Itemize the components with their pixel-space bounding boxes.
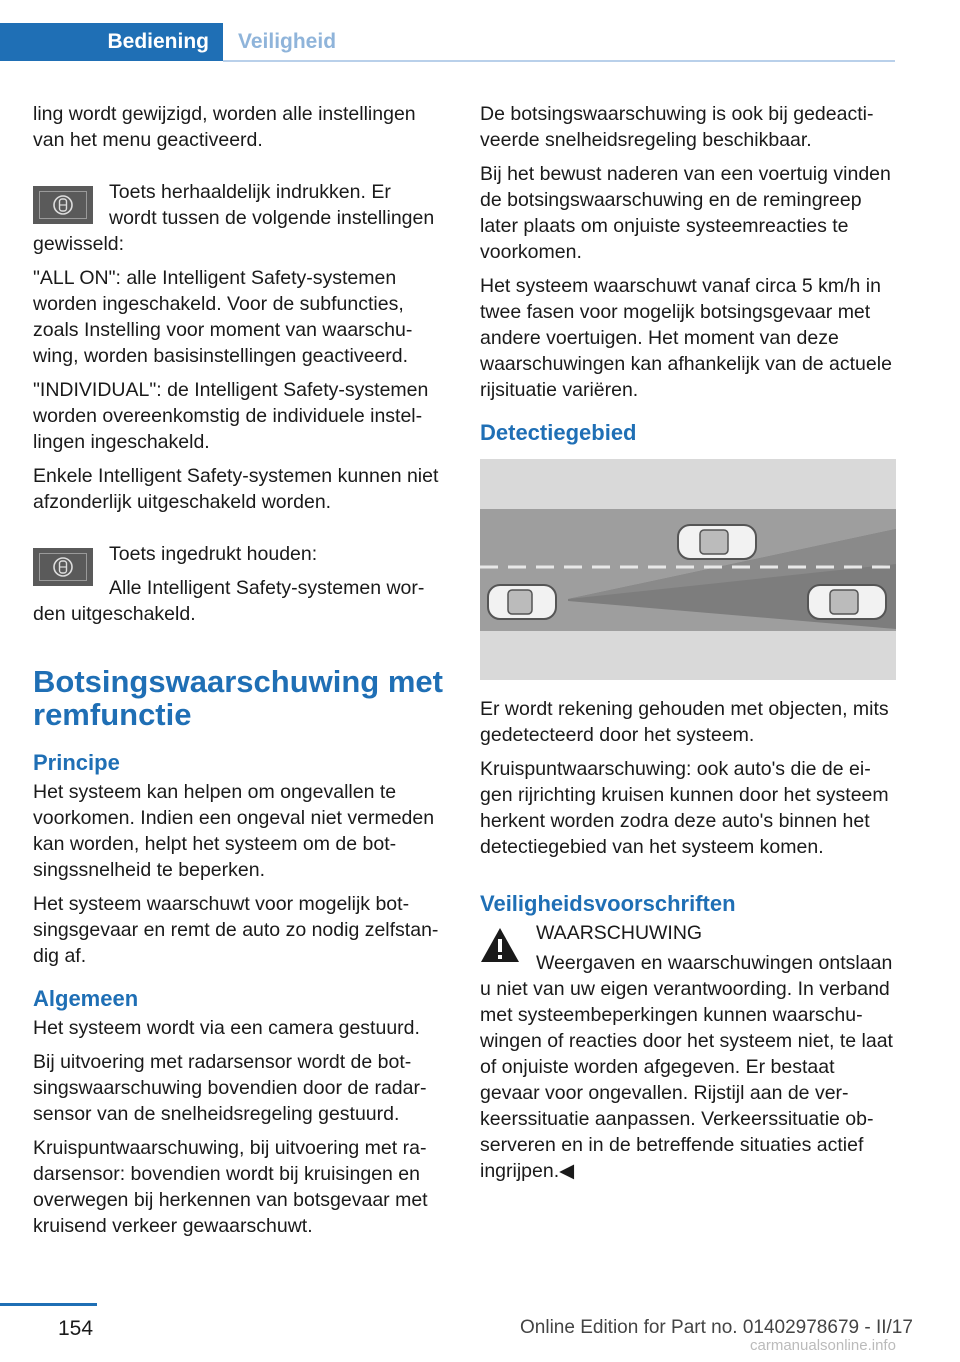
subheading-detectiegebied: Detectiegebied xyxy=(480,420,637,445)
paragraph: Bij uitvoering met radarsensor wordt de botsingswaarschuwing bovendien door de radarsensor van de snelheidsregeling gestuurd. xyxy=(33,1051,427,1125)
section-heading: Botsingswaarschuwing met remfunctie xyxy=(33,664,443,732)
subheading-veiligheidsvoorschriften: Veiligheidsvoorschriften xyxy=(480,891,736,916)
paragraph: Er wordt rekening gehouden met objecten, mits gedetecteerd door het systeem. xyxy=(480,698,889,746)
paragraph: "INDIVIDUAL": de Intelligent Safety-systemen worden overeenkomstig de individuele instellingen ingeschakeld. xyxy=(33,379,429,453)
paragraph: Toets herhaaldelijk indrukken. Er wordt tussen de volgende instellingen gewisseld: xyxy=(33,181,435,255)
car-icon xyxy=(488,585,556,619)
paragraph: Kruispuntwaarschuwing, bij uitvoering met radarsensor: bovendien wordt bij kruisingen en overwegen bij herkennen van botsgevaar met kruisend verkeer gewaarschuwt. xyxy=(33,1137,428,1237)
paragraph: Het systeem waarschuwt vanaf circa 5 km/h in twee fasen voor mogelijk botsingsgevaar met andere voertuigen. Het moment van deze waarschuwingen kan afhankelijk van de actuele rijsituatie variëren. xyxy=(480,275,892,401)
page-number: 154 xyxy=(58,1317,94,1340)
safety-button-icon xyxy=(33,548,93,586)
car-icon xyxy=(808,585,886,619)
key-instruction-2 xyxy=(33,541,443,627)
paragraph: Enkele Intelligent Safety-systemen kunnen niet afzonderlijk uitgeschakeld worden. xyxy=(33,465,439,513)
subheading-principe: Principe xyxy=(33,750,120,775)
detection-area-illustration xyxy=(480,459,896,680)
paragraph: De botsingswaarschuwing is ook bij gedeactiveerde snelheidsregeling beschikbaar. xyxy=(480,103,874,151)
left-column xyxy=(33,101,443,1247)
paragraph: Het systeem wordt via een camera gestuurd. xyxy=(33,1017,420,1039)
paragraph: Het systeem waarschuwt voor mogelijk botsingsgevaar en remt de auto zo nodig zelfstandig af. xyxy=(33,893,439,967)
watermark: carmanualsonline.info xyxy=(750,1337,896,1354)
subheading-algemeen: Algemeen xyxy=(33,986,139,1011)
paragraph: ling wordt gewijzigd, worden alle instellingen van het menu geactiveerd. xyxy=(33,103,416,151)
tab-underline xyxy=(223,60,895,62)
tab-veiligheid[interactable]: Veiligheid xyxy=(238,30,337,53)
edition-line: Online Edition for Part no. 01402978679 - II/17 xyxy=(520,1317,913,1338)
paragraph: "ALL ON": alle Intelligent Safety-systemen worden ingeschakeld. Voor de subfuncties, zoals Instelling voor moment van waarschuwing, worden basisinstellingen geactiveerd. xyxy=(33,267,413,367)
paragraph: Kruispuntwaarschuwing: ook auto's die de eigen rijrichting kruisen kunnen door het systeem herkent worden zodra deze auto's binnen het detectiegebied van het systeem komen. xyxy=(480,758,889,858)
safety-button-icon xyxy=(33,186,93,224)
section-tabs xyxy=(0,23,895,61)
warning-text: Weergaven en waarschuwingen ontslaan u niet van uw eigen verantwoording. In verband met systeembeperkingen kunnen waarschuwingen of reacties door het systeem niet, te laat of onjuiste worden afgegeven. Er bestaat gevaar voor ongevallen. Rijstijl aan de verkeerssituatie aanpassen. Verkeerssituatie observeren en in de betreffende situaties actief ingrijpen.◀ xyxy=(480,952,893,1182)
right-column xyxy=(480,101,896,1192)
tab-bediening[interactable]: Bediening xyxy=(0,23,223,61)
footer-rule xyxy=(0,1303,97,1306)
paragraph: Bij het bewust naderen van een voertuig vinden de botsingswaarschuwing en de remingreep later plaats om onjuiste systeemreacties te voorkomen. xyxy=(480,163,891,263)
warning-title: WAARSCHUWING xyxy=(536,922,703,944)
warning-box xyxy=(480,920,896,1184)
paragraph: Het systeem kan helpen om ongevallen te voorkomen. Indien een ongeval niet vermeden kan worden, helpt het systeem om de botsingssnelheid te beperken. xyxy=(33,781,435,881)
key-instruction-1 xyxy=(33,179,443,257)
paragraph: Toets ingedrukt houden: xyxy=(109,543,318,565)
car-icon xyxy=(678,525,756,559)
paragraph: Alle Intelligent Safety-systemen worden uitgeschakeld. xyxy=(33,577,425,625)
warning-triangle-icon xyxy=(480,926,520,964)
